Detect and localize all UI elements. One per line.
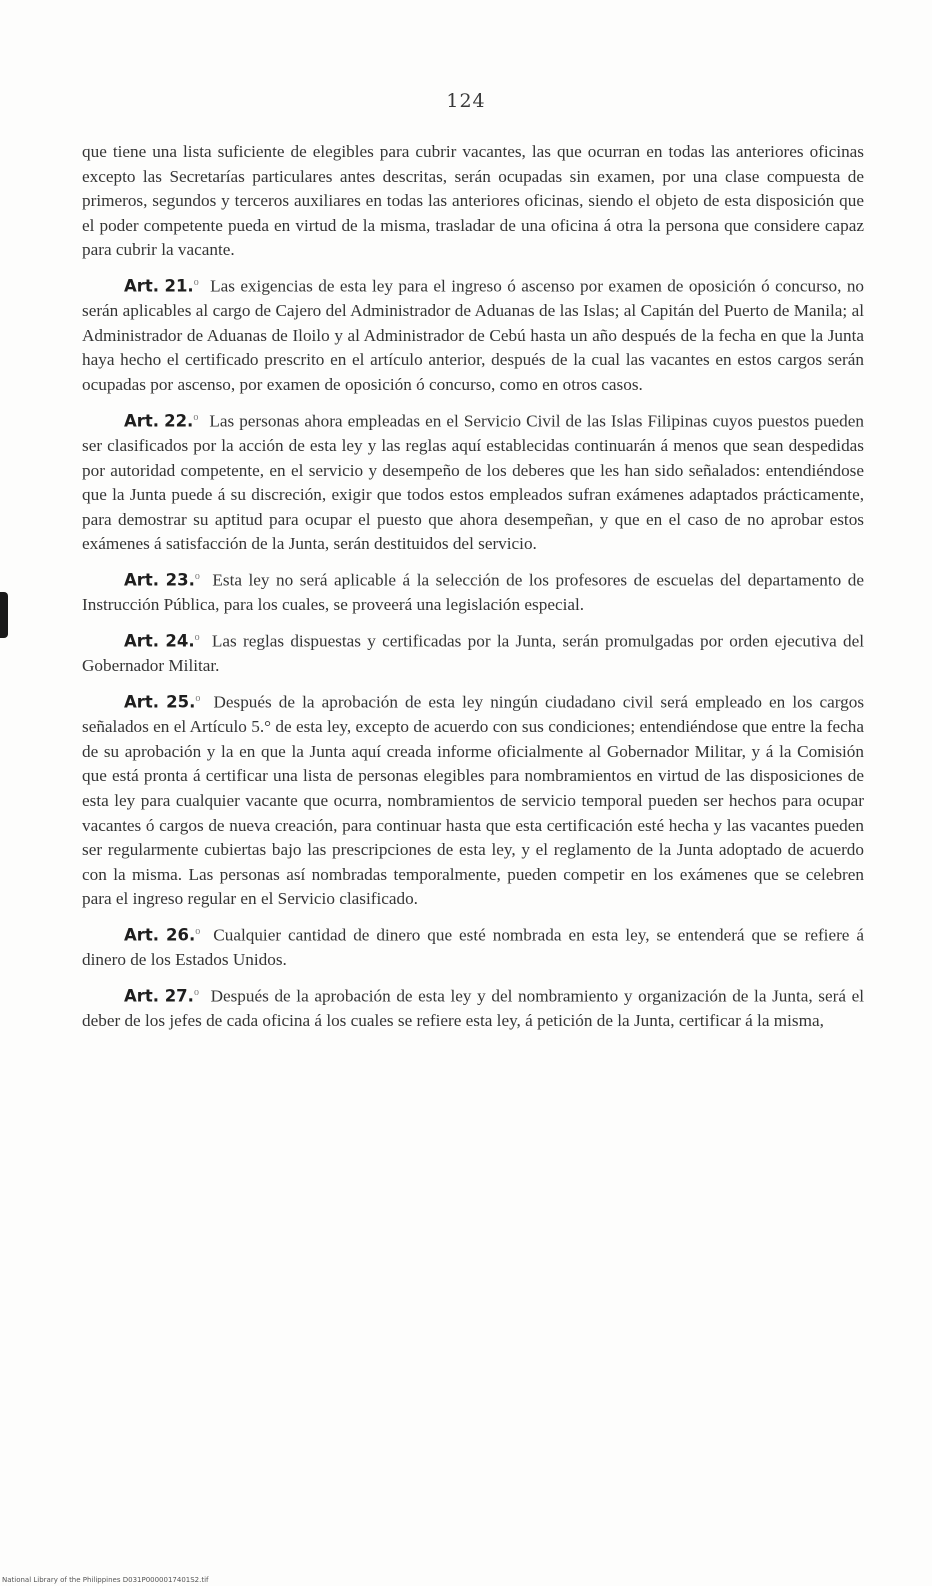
paragraph-text: que tiene una lista suficiente de elegibles para cubrir vacantes, las que ocurran en todas las anteriores oficinas excepto las Secretarías particulares antes descritas, serán ocupadas sin examen, por una clase compuesta de primeros, segundos y terceros auxiliares en todas las anteriores oficinas, siendo el objeto de esta disposición que el poder competente pueda en virtud de la misma, trasladar de una oficina á otra la persona que considere capaz para cubrir la vacante. bbox=[82, 142, 864, 260]
page-number: 124 bbox=[446, 90, 486, 112]
article-text: Las exigencias de esta ley para el ingreso ó ascenso por examen de oposición ó concurso, no serán aplicables al cargo de Cajero del Administrador de Aduanas de las Islas; al Capitán del Puerto de Manila; al Administrador de Aduanas de Iloilo y al Administrador de Cebú hasta un año después de la fecha en que la Junta haya hecho el certificado prescrito en el artículo anterior, después de la cual las vacantes en estos cargos serán ocupadas por ascenso, por examen de oposición ó concurso, como en otros casos. bbox=[82, 276, 865, 395]
article-label: Art. bbox=[124, 692, 160, 712]
article-text: Las personas ahora empleadas en el Servicio Civil de las Islas Filipinas cuyos puestos pueden ser clasificados por la acción de esta ley y las reglas aquí establecidas continuarán á menos que sean despedidas por autoridad competente, en el servicio y desempeño de los deberes que les han sido señalados: entendiéndose que la Junta puede á su discreción, exigir que todos estos empleados sufran exámenes adaptados prácticamente, para demostrar su aptitud para ocupar el puesto que ahora desempeñan, y que en el caso de no aprobar estos exámenes á satisfacción de la Junta, serán destituidos del servicio. bbox=[82, 411, 864, 554]
article-number: 22. bbox=[164, 411, 194, 431]
scan-edge-mark bbox=[0, 592, 8, 638]
article-text: Cualquier cantidad de dinero que esté nombrada en esta ley, se entenderá que se refiere á dinero de los Estados Unidos. bbox=[82, 925, 865, 970]
article-text: Después de la aprobación de esta ley y del nombramiento y organización de la Junta, será el deber de los jefes de cada oficina á los cuales se refiere esta ley, á petición de la Junta, certificar á la misma, bbox=[82, 986, 865, 1031]
ordinal-mark: o bbox=[193, 986, 199, 998]
article-number: 26. bbox=[166, 925, 196, 945]
article-label: Art. bbox=[124, 925, 160, 945]
article-26 bbox=[82, 920, 864, 973]
article-22 bbox=[82, 406, 864, 557]
article-24 bbox=[82, 626, 864, 679]
ordinal-mark: o bbox=[195, 692, 201, 704]
article-27 bbox=[82, 981, 864, 1034]
article-number: 23. bbox=[165, 570, 195, 590]
article-label: Art. bbox=[124, 631, 160, 651]
article-number: 24. bbox=[165, 631, 195, 651]
article-label: Art. bbox=[124, 986, 160, 1006]
article-23 bbox=[82, 565, 864, 618]
continuation-paragraph bbox=[82, 140, 864, 263]
article-25 bbox=[82, 687, 864, 912]
article-text: Esta ley no será aplicable á la selección de los profesores de escuelas del departamento de Instrucción Pública, para los cuales, se proveerá una legislación especial. bbox=[82, 570, 865, 615]
body-text bbox=[82, 140, 864, 1042]
article-label: Art. bbox=[124, 570, 160, 590]
article-text: Después de la aprobación de esta ley ningún ciudadano civil será empleado en los cargos señalados en el Artículo 5.° de esta ley, excepto de acuerdo con sus condiciones; entendiéndose que entre la fecha de su aprobación y la en que la Junta aquí creada informe oficialmente al Gobernador Militar, y á la Comisión que está pronta á certificar una lista de personas elegibles para nombramientos en virtud de las disposiciones de esta ley para cualquier vacante que ocurra, nombramientos de servicio temporal pueden ser hechos para ocupar vacantes ó cargos de nueva creación, para continuar hasta que esta certificación esté hecha y las vacantes pueden ser regularmente cubiertas bajo las prescripciones de esta ley, y el reglamento de la Junta adoptado de acuerdo con la misma. Las personas así nombradas temporalmente, pueden competir en los exámenes que se celebren para el ingreso regular en el Servicio clasificado. bbox=[82, 692, 865, 909]
ordinal-mark: o bbox=[193, 411, 199, 423]
article-text: Las reglas dispuestas y certificadas por la Junta, serán promulgadas por orden ejecutiva del Gobernador Militar. bbox=[82, 631, 865, 676]
article-label: Art. bbox=[124, 276, 160, 296]
ordinal-mark: o bbox=[193, 276, 199, 288]
ordinal-mark: o bbox=[194, 570, 200, 582]
scan-footer: National Library of the Philippines D031P0000017401S2.tif bbox=[2, 1576, 209, 1584]
article-21 bbox=[82, 271, 864, 398]
ordinal-mark: o bbox=[194, 631, 200, 643]
ordinal-mark: o bbox=[195, 925, 201, 937]
article-number: 27. bbox=[164, 986, 194, 1006]
article-number: 21. bbox=[164, 276, 194, 296]
article-number: 25. bbox=[166, 692, 196, 712]
article-label: Art. bbox=[124, 411, 160, 431]
